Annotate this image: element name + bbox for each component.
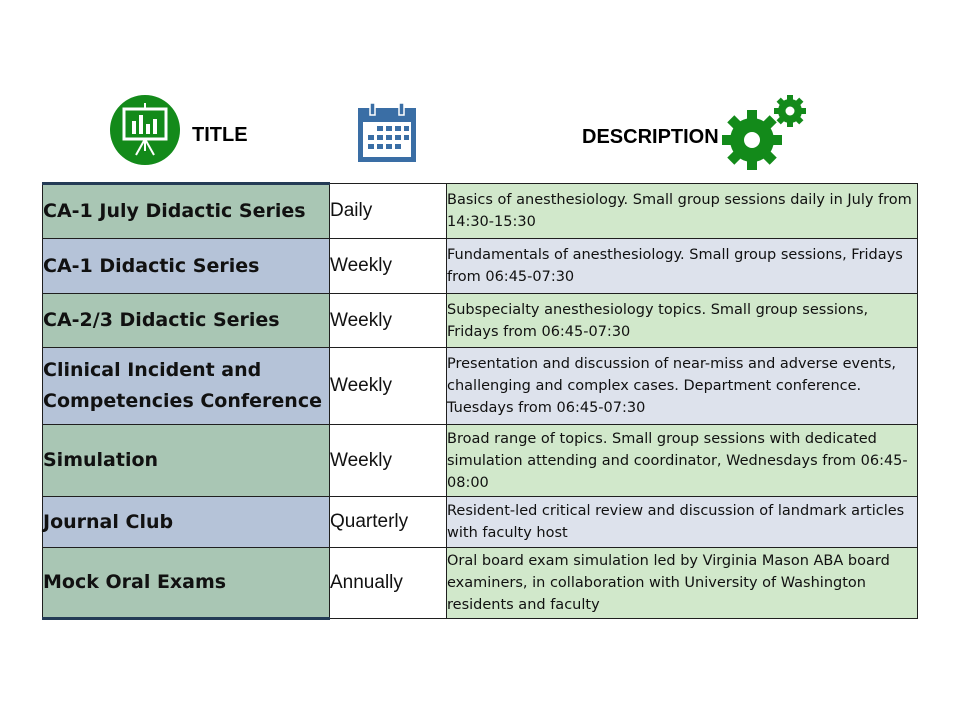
row-title: CA-1 July Didactic Series xyxy=(43,184,330,239)
row-description: Presentation and discussion of near-miss and adverse events, challenging and complex cases. Department conference. Tuesdays from 06:45-07:30 xyxy=(447,348,918,425)
row-frequency: Quarterly xyxy=(330,497,447,548)
calendar-icon xyxy=(356,102,418,164)
row-title: Clinical Incident and Competencies Conference xyxy=(43,348,330,425)
row-title: Mock Oral Exams xyxy=(43,548,330,619)
table-row xyxy=(43,239,918,294)
row-description: Subspecialty anesthesiology topics. Small group sessions, Fridays from 06:45-07:30 xyxy=(447,294,918,348)
row-description: Fundamentals of anesthesiology. Small group sessions, Fridays from 06:45-07:30 xyxy=(447,239,918,294)
table-row xyxy=(43,184,918,239)
presentation-chart-icon xyxy=(106,95,184,165)
table-row xyxy=(43,497,918,548)
title-column-header: TITLE xyxy=(192,124,248,146)
table-row xyxy=(43,548,918,619)
row-title: CA-2/3 Didactic Series xyxy=(43,294,330,348)
row-description: Basics of anesthesiology. Small group sessions daily in July from 14:30-15:30 xyxy=(447,184,918,239)
row-frequency: Weekly xyxy=(330,239,447,294)
row-title: Simulation xyxy=(43,425,330,497)
row-description: Oral board exam simulation led by Virginia Mason ABA board examiners, in collaboration with University of Washington residents and faculty xyxy=(447,548,918,619)
table-row xyxy=(43,294,918,348)
gears-icon xyxy=(720,94,812,170)
row-frequency: Weekly xyxy=(330,425,447,497)
row-description: Resident-led critical review and discussion of landmark articles with faculty host xyxy=(447,497,918,548)
table-row xyxy=(43,348,918,425)
row-frequency: Weekly xyxy=(330,348,447,425)
row-frequency: Annually xyxy=(330,548,447,619)
row-description: Broad range of topics. Small group sessions with dedicated simulation attending and coordinator, Wednesdays from 06:45-08:00 xyxy=(447,425,918,497)
row-title: CA-1 Didactic Series xyxy=(43,239,330,294)
table-row xyxy=(43,425,918,497)
row-title: Journal Club xyxy=(43,497,330,548)
row-frequency: Daily xyxy=(330,184,447,239)
row-frequency: Weekly xyxy=(330,294,447,348)
didactic-schedule-table xyxy=(42,182,918,620)
description-column-header: DESCRIPTION xyxy=(582,126,719,148)
